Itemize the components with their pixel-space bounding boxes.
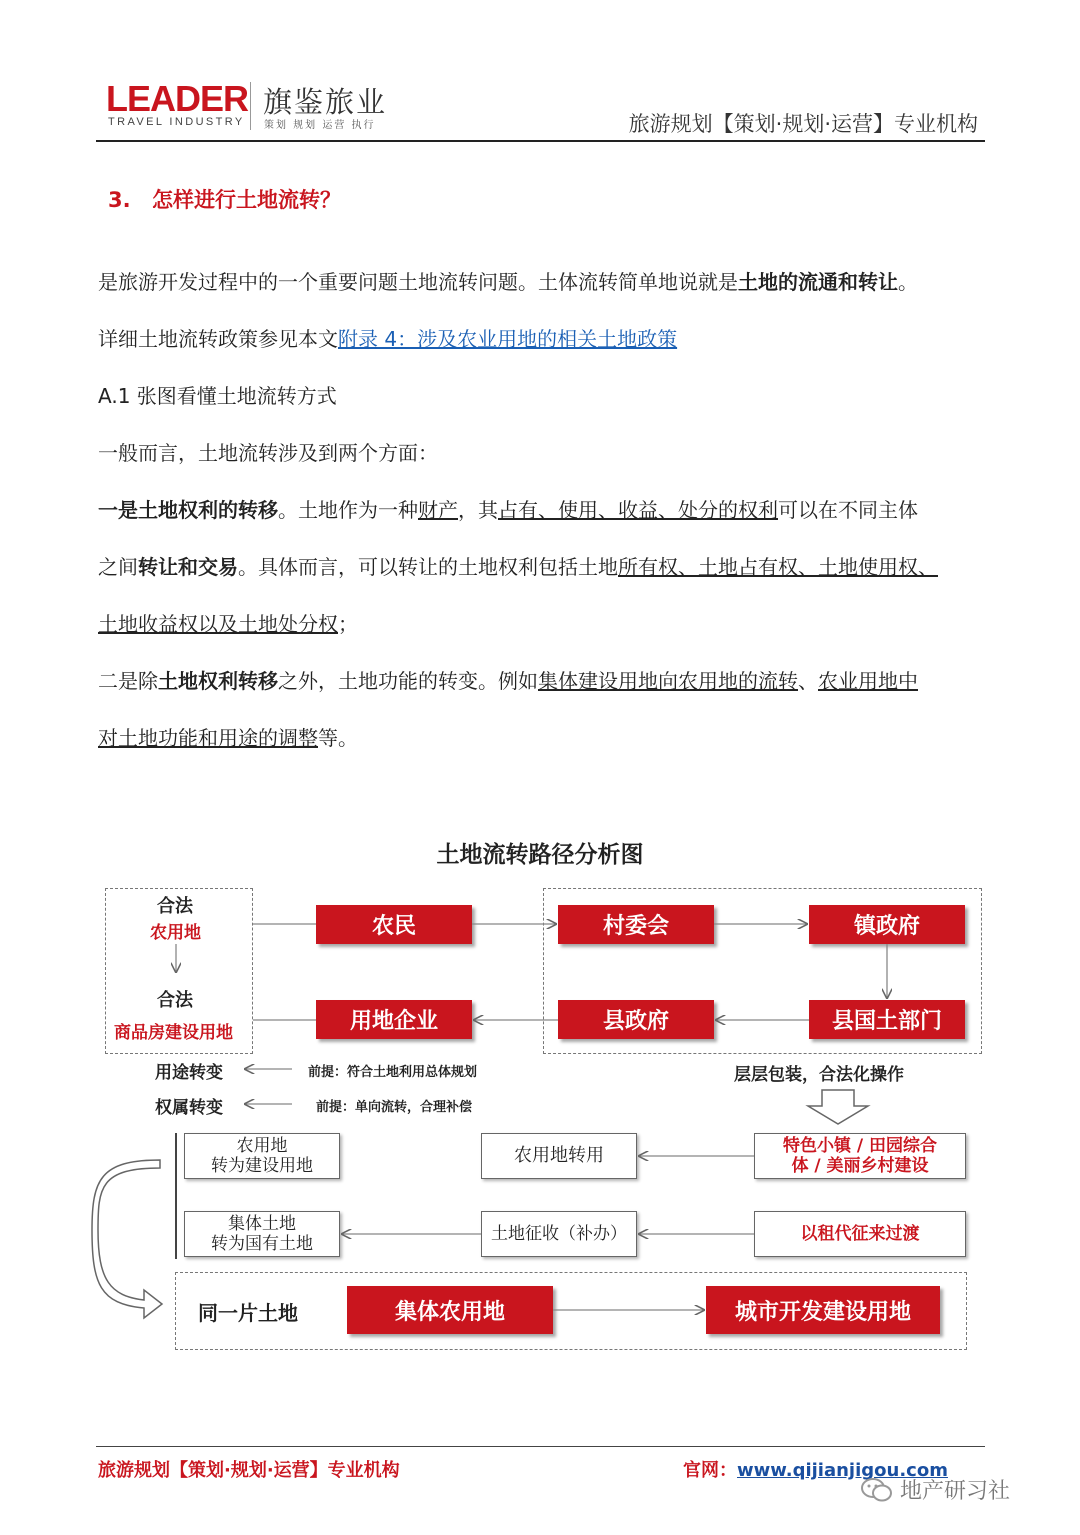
node-town-government: 镇政府 (809, 905, 965, 944)
land-expropriation-box: 土地征收（补办） (481, 1211, 637, 1257)
footer-tagline: 旅游规划【策划·规划·运营】专业机构 (98, 1460, 400, 1481)
section-title-text: 怎样进行土地流转？ (152, 188, 341, 212)
urban-development-box: 城市开发建设用地 (706, 1286, 940, 1334)
farmland-to-construction-box: 农用地 转为建设用地 (184, 1133, 340, 1179)
legal-label-2: 合法 (157, 990, 193, 1011)
bold-text: 一是土地权利的转移 (98, 498, 278, 522)
lease-instead-box: 以租代征来过渡 (754, 1211, 966, 1257)
down-arrow-icon (808, 1090, 868, 1124)
node-village-committee: 村委会 (558, 905, 714, 944)
curved-arrow-icon (92, 1160, 162, 1318)
underlined-text: 所有权、土地占有权、土地使用权、 (618, 555, 938, 579)
bold-text: 土地的流通和转让 (738, 270, 898, 294)
section-number: 3. (108, 188, 131, 212)
website-label: 官网： (683, 1460, 737, 1481)
text: 。土地作为一种 (278, 498, 418, 522)
appendix-link[interactable]: 附录 4：涉及农业用地的相关土地政策 (338, 327, 678, 351)
text: 详细土地流转政策参见本文 (98, 327, 338, 351)
website-link[interactable]: www.qijianjigou.com (737, 1460, 948, 1481)
diagram-title: 土地流转路径分析图 (436, 842, 644, 868)
node-land-enterprise: 用地企业 (316, 1000, 472, 1039)
underlined-text: 对土地功能和用途的调整 (98, 726, 318, 750)
watermark-text: 地产研习社 (900, 1479, 1011, 1504)
bold-text: 转让和交易 (138, 555, 238, 579)
same-land-label: 同一片土地 (198, 1301, 298, 1325)
text: 之外，土地功能的转变。例如 (278, 669, 538, 693)
town-projects-box: 特色小镇 / 田园综合 体 / 美丽乡村建设 (754, 1133, 966, 1179)
watermark (860, 1474, 1010, 1505)
farmland-conversion-box: 农用地转用 (481, 1133, 637, 1179)
use-change-label: 用途转变 (155, 1063, 223, 1083)
node-farmer: 农民 (316, 905, 472, 944)
header-tagline: 旅游规划【策划·规划·运营】专业机构 (628, 112, 978, 136)
logo-chinese: 旗鉴旅业 (263, 85, 388, 119)
use-change-note: 前提：符合土地利用总体规划 (308, 1065, 478, 1080)
text: 、 (798, 669, 818, 693)
logo-subtitle-cn: 策划 规划 运营 执行 (264, 120, 376, 131)
ownership-change-note: 前提：单向流转，合理补偿 (316, 1100, 473, 1115)
collective-to-state-box: 集体土地 转为国有土地 (184, 1211, 340, 1257)
node-county-government: 县政府 (558, 1000, 714, 1039)
node-county-land-dept: 县国土部门 (809, 1000, 965, 1039)
farmland-label: 农用地 (150, 923, 201, 943)
ownership-change-label: 权属转变 (155, 1098, 223, 1118)
underlined-text: 农业用地中 (818, 669, 918, 693)
underlined-text: 集体建设用地向农用地的流转 (538, 669, 798, 693)
text: 。具体而言，可以转让的土地权利包括土地 (238, 555, 618, 579)
layered-packaging-label: 层层包装，合法化操作 (734, 1065, 904, 1085)
commercial-housing-label: 商品房建设用地 (114, 1023, 233, 1043)
text: 二是除 (98, 669, 158, 693)
paragraph-subheading: A.1 张图看懂土地流转方式 (98, 384, 337, 408)
text: ，其 (458, 498, 498, 522)
underlined-text: 土地收益权以及土地处分权 (98, 612, 338, 636)
logo-subtitle-en: TRAVEL INDUSTRY (108, 116, 245, 128)
text: 之间 (98, 555, 138, 579)
paragraph-general: 一般而言，土地流转涉及到两个方面： (98, 441, 438, 465)
text: 。 (898, 270, 918, 294)
underlined-text: 占有、使用、收益、处分的权利 (498, 498, 778, 522)
text: 等。 (318, 726, 358, 750)
bold-text: 土地权利转移 (158, 669, 278, 693)
wechat-icon (860, 1476, 894, 1504)
collective-farmland-box: 集体农用地 (347, 1286, 553, 1334)
logo-wordmark: LEADER (106, 78, 249, 119)
underlined-text: 财产 (418, 498, 458, 522)
text: 是旅游开发过程中的一个重要问题土地流转问题。土体流转简单地说就是 (98, 270, 738, 294)
text: ； (338, 612, 358, 636)
legal-label-1: 合法 (157, 896, 193, 917)
text: 可以在不同主体 (778, 498, 918, 522)
footer-rule (96, 1446, 985, 1447)
